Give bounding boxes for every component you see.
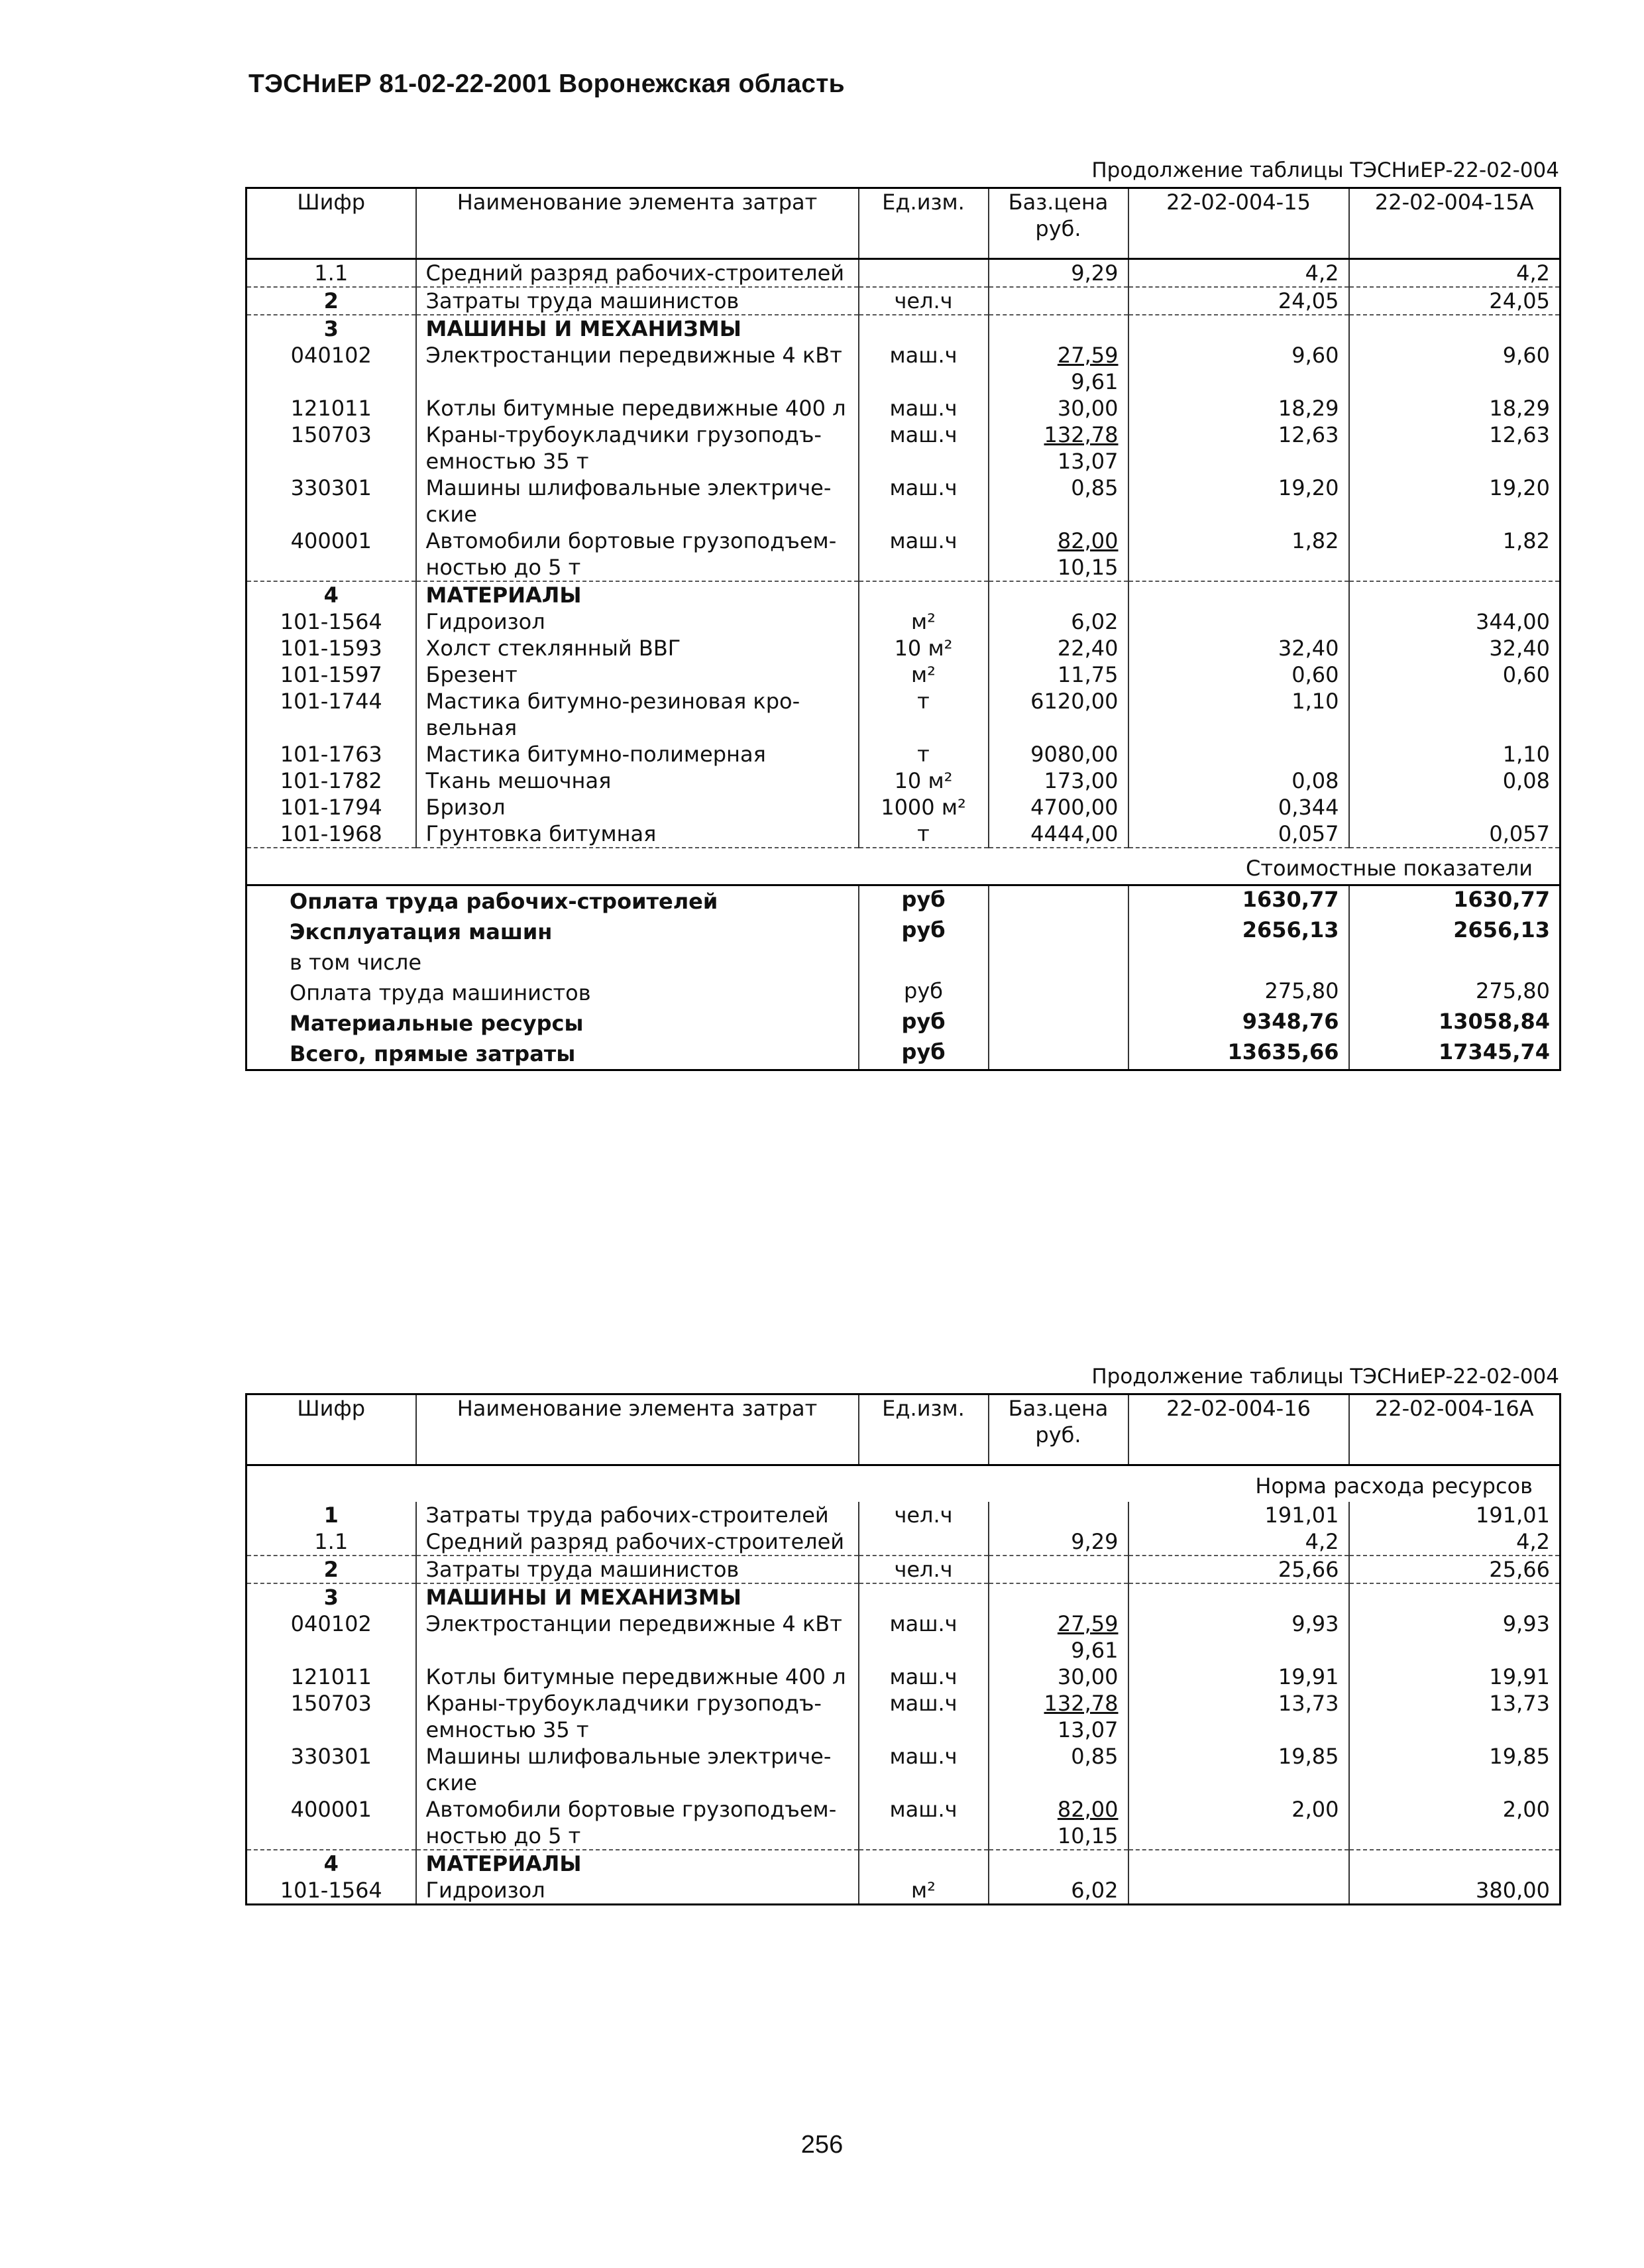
- row-unit: маш.ч: [859, 395, 989, 422]
- row-price-secondary: 10,15: [1057, 555, 1119, 580]
- row-value-2: 191,01: [1349, 1502, 1561, 1528]
- row-value-2: 13,73: [1349, 1690, 1561, 1743]
- table-row: [247, 1611, 1561, 1664]
- row-code: 1: [323, 1503, 339, 1528]
- row-value-2: 19,91: [1349, 1664, 1561, 1690]
- row-name: Холст стеклянный ВВГ: [416, 635, 859, 661]
- row-price-value: 9,29: [1071, 260, 1119, 286]
- row-unit: чел.ч: [859, 287, 989, 315]
- totals-unit: руб: [859, 917, 989, 947]
- row-price: [989, 422, 1128, 475]
- row-name: Грунтовка битумная: [416, 821, 859, 848]
- row-code: 101-1968: [280, 821, 382, 846]
- table-row: [247, 767, 1561, 794]
- col-header-v1: 22-02-004-15: [1128, 188, 1349, 259]
- row-name: Электростанции передвижные 4 кВт: [416, 1611, 859, 1664]
- row-name: Мастика битумно-полимерная: [416, 741, 859, 767]
- totals-unit: [859, 947, 989, 978]
- row-code: 4: [247, 581, 416, 608]
- row-value-2: 0,057: [1349, 821, 1561, 848]
- row-price: [989, 608, 1128, 635]
- row-name: Затраты труда машинистов: [416, 287, 859, 315]
- row-unit: маш.ч: [859, 475, 989, 528]
- row-code: 1.1: [314, 260, 349, 286]
- table-row: [247, 1690, 1561, 1743]
- row-price: [989, 1850, 1128, 1877]
- row-value-2: 25,66: [1349, 1556, 1561, 1583]
- col-header-code: Шифр: [247, 188, 416, 259]
- row-price: [989, 259, 1128, 288]
- row-value-2: 0,08: [1349, 767, 1561, 794]
- row-price: [989, 1796, 1128, 1850]
- row-value-1: [1128, 1583, 1349, 1611]
- totals-price-empty: [989, 917, 1128, 947]
- table-row: [247, 1796, 1561, 1850]
- row-price: [989, 688, 1128, 741]
- table1-caption: Продолжение таблицы ТЭСНиЕР-22-02-004: [1091, 158, 1559, 182]
- totals-value-1: [1128, 947, 1349, 978]
- row-price-value: 0,85: [1071, 1744, 1119, 1769]
- table-row: [247, 688, 1561, 741]
- row-value-1: 191,01: [1128, 1502, 1349, 1528]
- table-row: [247, 287, 1561, 315]
- row-value-2: [1349, 581, 1561, 608]
- row-price-secondary: 10,15: [1057, 1823, 1119, 1848]
- row-value-2: 1,82: [1349, 528, 1561, 581]
- row-price: [989, 581, 1128, 608]
- totals-value-1: 9348,76: [1128, 1008, 1349, 1039]
- table-row: [247, 422, 1561, 475]
- row-unit: м²: [859, 1877, 989, 1905]
- row-unit: маш.ч: [859, 1690, 989, 1743]
- row-price-value: 4444,00: [1030, 821, 1119, 846]
- row-price-value: 82,00: [1057, 528, 1119, 553]
- row-price: [989, 1877, 1128, 1905]
- row-price-value: 4700,00: [1030, 795, 1119, 820]
- row-name: Автомобили бортовые грузоподъем-ностью до 5 т: [416, 1796, 859, 1850]
- table-row: [247, 1743, 1561, 1796]
- row-value-1: [1128, 581, 1349, 608]
- row-price: [989, 1690, 1128, 1743]
- row-price-value: 11,75: [1057, 662, 1119, 687]
- table-row: [247, 1664, 1561, 1690]
- row-value-1: 19,91: [1128, 1664, 1349, 1690]
- table-row: [247, 1502, 1561, 1528]
- row-unit: 10 м²: [859, 767, 989, 794]
- row-name: Гидроизол: [416, 1877, 859, 1905]
- table-row: [247, 1583, 1561, 1611]
- row-code: 150703: [290, 1691, 372, 1716]
- totals-row: [247, 1008, 1561, 1039]
- totals-price-empty: [989, 1039, 1128, 1070]
- totals-row: [247, 917, 1561, 947]
- row-value-1: [1128, 741, 1349, 767]
- col-header-code: Шифр: [247, 1394, 416, 1465]
- row-price: [989, 1502, 1128, 1528]
- row-code: 3: [247, 1583, 416, 1611]
- row-value-1: 9,60: [1128, 342, 1349, 395]
- row-code: 101-1593: [280, 636, 382, 661]
- row-price-value: 173,00: [1044, 768, 1119, 793]
- row-price: [989, 1583, 1128, 1611]
- row-code: 121011: [290, 396, 372, 421]
- row-value-2: 19,85: [1349, 1743, 1561, 1796]
- row-price-value: 6,02: [1071, 609, 1119, 634]
- row-value-2: [1349, 1583, 1561, 1611]
- row-price-value: 6120,00: [1030, 689, 1119, 714]
- table-row: [247, 1850, 1561, 1877]
- totals-label: Оплата труда машинистов: [290, 980, 591, 1005]
- col-header-v2: 22-02-004-15А: [1349, 188, 1561, 259]
- totals-price-empty: [989, 978, 1128, 1008]
- col-header-name: Наименование элемента затрат: [416, 1394, 859, 1465]
- row-value-2: 344,00: [1349, 608, 1561, 635]
- table-row: [247, 528, 1561, 581]
- col-header-unit: Ед.изм.: [859, 1394, 989, 1465]
- row-price: [989, 794, 1128, 821]
- row-unit: [859, 1850, 989, 1877]
- totals-label: в том числе: [290, 950, 421, 975]
- row-name: Котлы битумные передвижные 400 л: [416, 1664, 859, 1690]
- table2: [245, 1393, 1561, 1905]
- totals-value-2: 1630,77: [1349, 885, 1561, 917]
- totals-label: Оплата труда рабочих-строителей: [247, 885, 859, 917]
- table-row: [247, 635, 1561, 661]
- row-unit: т: [859, 741, 989, 767]
- table-subheader-row: [247, 848, 1561, 885]
- row-price: [989, 635, 1128, 661]
- totals-price-empty: [989, 947, 1128, 978]
- row-value-1: 0,08: [1128, 767, 1349, 794]
- row-code: 101-1564: [280, 1878, 382, 1903]
- subheader-cost-indicators: Стоимостные показатели: [247, 848, 1561, 885]
- row-value-1: 24,05: [1128, 287, 1349, 315]
- row-name: Затраты труда рабочих-строителей: [416, 1502, 859, 1528]
- row-price-value: 30,00: [1057, 396, 1119, 421]
- row-value-1: 1,10: [1128, 688, 1349, 741]
- row-price: [989, 1743, 1128, 1796]
- row-name: МАШИНЫ И МЕХАНИЗМЫ: [416, 1583, 859, 1611]
- totals-unit: руб: [859, 1008, 989, 1039]
- row-code: 330301: [290, 1744, 372, 1769]
- row-value-2: [1349, 315, 1561, 342]
- table-row: [247, 741, 1561, 767]
- row-price-value: 27,59: [1057, 1611, 1119, 1636]
- row-value-1: 19,85: [1128, 1743, 1349, 1796]
- table-row: [247, 821, 1561, 848]
- table-row: [247, 794, 1561, 821]
- row-unit: 10 м²: [859, 635, 989, 661]
- row-name: Гидроизол: [416, 608, 859, 635]
- row-price-secondary: 9,61: [1071, 369, 1119, 394]
- totals-price-empty: [989, 1008, 1128, 1039]
- row-unit: маш.ч: [859, 1743, 989, 1796]
- row-name: Брезент: [416, 661, 859, 688]
- row-code: 330301: [290, 475, 372, 500]
- row-code: 1.1: [314, 1529, 349, 1554]
- row-value-2: 32,40: [1349, 635, 1561, 661]
- row-value-1: 4,2: [1128, 1528, 1349, 1556]
- row-value-2: 4,2: [1349, 259, 1561, 288]
- row-price-value: 22,40: [1057, 636, 1119, 661]
- table-header-row: [247, 1394, 1561, 1465]
- row-unit: [859, 581, 989, 608]
- row-value-1: [1128, 608, 1349, 635]
- totals-unit: руб: [859, 1039, 989, 1070]
- row-price: [989, 741, 1128, 767]
- table-row: [247, 661, 1561, 688]
- totals-value-1: 275,80: [1128, 978, 1349, 1008]
- row-value-1: [1128, 1850, 1349, 1877]
- row-price-value: 9080,00: [1030, 742, 1119, 767]
- row-value-1: 9,93: [1128, 1611, 1349, 1664]
- row-value-1: 0,057: [1128, 821, 1349, 848]
- row-price: [989, 287, 1128, 315]
- row-unit: м²: [859, 608, 989, 635]
- row-unit: 1000 м²: [859, 794, 989, 821]
- row-unit: маш.ч: [859, 1611, 989, 1664]
- row-value-1: 13,73: [1128, 1690, 1349, 1743]
- row-name: Затраты труда машинистов: [416, 1556, 859, 1583]
- totals-unit: руб: [859, 978, 989, 1008]
- row-price: [989, 1528, 1128, 1556]
- row-price: [989, 395, 1128, 422]
- row-code: 101-1564: [280, 609, 382, 634]
- row-code: 121011: [290, 1664, 372, 1689]
- document-header: ТЭСНиЕР 81-02-22-2001 Воронежская область: [248, 70, 845, 98]
- row-value-1: 0,344: [1128, 794, 1349, 821]
- row-name: Средний разряд рабочих-строителей: [416, 259, 859, 288]
- row-code: 040102: [290, 1611, 372, 1636]
- row-value-2: 380,00: [1349, 1877, 1561, 1905]
- row-value-1: 25,66: [1128, 1556, 1349, 1583]
- row-value-2: 1,10: [1349, 741, 1561, 767]
- row-name: Мастика битумно-резиновая кро-вельная: [416, 688, 859, 741]
- row-code: 4: [247, 1850, 416, 1877]
- table-subheader-row: [247, 1465, 1561, 1503]
- row-unit: маш.ч: [859, 422, 989, 475]
- row-name: МАТЕРИАЛЫ: [416, 581, 859, 608]
- totals-row: [247, 885, 1561, 917]
- row-value-2: 2,00: [1349, 1796, 1561, 1850]
- row-name: Ткань мешочная: [416, 767, 859, 794]
- row-name: Автомобили бортовые грузоподъем-ностью до 5 т: [416, 528, 859, 581]
- row-code: 101-1597: [280, 662, 382, 687]
- totals-label: Эксплуатация машин: [290, 919, 553, 944]
- row-price-value: 0,85: [1071, 475, 1119, 500]
- row-unit: т: [859, 688, 989, 741]
- table-row: [247, 1877, 1561, 1905]
- row-price: [989, 767, 1128, 794]
- col-header-v2: 22-02-004-16А: [1349, 1394, 1561, 1465]
- row-unit: [859, 315, 989, 342]
- row-value-2: 4,2: [1349, 1528, 1561, 1556]
- totals-row: [247, 978, 1561, 1008]
- table-row: [247, 395, 1561, 422]
- row-code: 150703: [290, 422, 372, 447]
- row-price: [989, 1556, 1128, 1583]
- row-code: 040102: [290, 343, 372, 368]
- row-price-value: 9,29: [1071, 1529, 1119, 1554]
- row-price-value: 82,00: [1057, 1797, 1119, 1822]
- table-row: [247, 1528, 1561, 1556]
- totals-row: [247, 947, 1561, 978]
- totals-value-2: 17345,74: [1349, 1039, 1561, 1070]
- row-value-2: [1349, 1850, 1561, 1877]
- row-value-2: 0,60: [1349, 661, 1561, 688]
- row-name: МАШИНЫ И МЕХАНИЗМЫ: [416, 315, 859, 342]
- row-value-2: 9,93: [1349, 1611, 1561, 1664]
- row-unit: маш.ч: [859, 528, 989, 581]
- row-unit: чел.ч: [859, 1502, 989, 1528]
- row-price-value: 27,59: [1057, 343, 1119, 368]
- row-value-1: 2,00: [1128, 1796, 1349, 1850]
- row-price: [989, 821, 1128, 848]
- totals-value-2: 2656,13: [1349, 917, 1561, 947]
- totals-value-1: 13635,66: [1128, 1039, 1349, 1070]
- row-value-1: [1128, 315, 1349, 342]
- row-name: Краны-трубоукладчики грузоподъ-емностью 35 т: [416, 1690, 859, 1743]
- table-row: [247, 1556, 1561, 1583]
- table-row: [247, 342, 1561, 395]
- row-code: 2: [247, 1556, 416, 1583]
- totals-price-empty: [989, 885, 1128, 917]
- row-code: 400001: [290, 1797, 372, 1822]
- row-name: МАТЕРИАЛЫ: [416, 1850, 859, 1877]
- table-row: [247, 315, 1561, 342]
- row-price: [989, 342, 1128, 395]
- totals-value-2: [1349, 947, 1561, 978]
- totals-value-2: 13058,84: [1349, 1008, 1561, 1039]
- row-value-2: 9,60: [1349, 342, 1561, 395]
- row-price-secondary: 13,07: [1057, 1717, 1119, 1742]
- row-unit: [859, 1583, 989, 1611]
- row-code: 101-1744: [280, 689, 382, 714]
- table1: [245, 187, 1561, 1071]
- table-row: [247, 259, 1561, 288]
- row-name: Электростанции передвижные 4 кВт: [416, 342, 859, 395]
- row-value-1: 18,29: [1128, 395, 1349, 422]
- row-value-1: [1128, 1877, 1349, 1905]
- row-code: 3: [247, 315, 416, 342]
- row-price: [989, 528, 1128, 581]
- row-value-2: 19,20: [1349, 475, 1561, 528]
- row-unit: чел.ч: [859, 1556, 989, 1583]
- row-code: 101-1782: [280, 768, 382, 793]
- row-price: [989, 1611, 1128, 1664]
- row-price-secondary: 13,07: [1057, 449, 1119, 474]
- row-value-1: 0,60: [1128, 661, 1349, 688]
- row-code: 101-1794: [280, 795, 382, 820]
- row-price: [989, 315, 1128, 342]
- totals-unit: руб: [859, 885, 989, 917]
- col-header-unit: Ед.изм.: [859, 188, 989, 259]
- page-number: 256: [800, 2131, 844, 2159]
- row-value-2: 18,29: [1349, 395, 1561, 422]
- col-header-price: Баз.цена руб.: [989, 188, 1128, 259]
- row-price: [989, 661, 1128, 688]
- row-value-1: 32,40: [1128, 635, 1349, 661]
- row-price-secondary: 9,61: [1071, 1638, 1119, 1663]
- totals-label: Материальные ресурсы: [290, 1011, 584, 1036]
- totals-value-2: 275,80: [1349, 978, 1561, 1008]
- col-header-price: Баз.цена руб.: [989, 1394, 1128, 1465]
- row-price: [989, 475, 1128, 528]
- row-price: [989, 1664, 1128, 1690]
- col-header-name: Наименование элемента затрат: [416, 188, 859, 259]
- row-code: 400001: [290, 528, 372, 553]
- table-row: [247, 581, 1561, 608]
- row-name: Машины шлифовальные электриче-ские: [416, 1743, 859, 1796]
- row-value-2: 24,05: [1349, 287, 1561, 315]
- row-price-value: 6,02: [1071, 1878, 1119, 1903]
- row-code: 2: [247, 287, 416, 315]
- row-price-value: 30,00: [1057, 1664, 1119, 1689]
- row-value-2: [1349, 794, 1561, 821]
- row-value-2: [1349, 688, 1561, 741]
- table-row: [247, 608, 1561, 635]
- row-name: Бризол: [416, 794, 859, 821]
- table-header-row: [247, 188, 1561, 259]
- row-name: Машины шлифовальные электриче-ские: [416, 475, 859, 528]
- totals-value-1: 2656,13: [1128, 917, 1349, 947]
- row-name: Краны-трубоукладчики грузоподъ-емностью 35 т: [416, 422, 859, 475]
- row-unit: т: [859, 821, 989, 848]
- row-price-value: 132,78: [1044, 1691, 1119, 1716]
- totals-value-1: 1630,77: [1128, 885, 1349, 917]
- row-unit: маш.ч: [859, 342, 989, 395]
- row-value-1: 12,63: [1128, 422, 1349, 475]
- row-unit: [859, 1528, 989, 1556]
- subheader-resource-norms: Норма расхода ресурсов: [1255, 1473, 1533, 1499]
- row-unit: [859, 259, 989, 288]
- row-price-value: 132,78: [1044, 422, 1119, 447]
- row-name: Котлы битумные передвижные 400 л: [416, 395, 859, 422]
- table-row: [247, 475, 1561, 528]
- totals-label: Всего, прямые затраты: [290, 1041, 576, 1066]
- col-header-v1: 22-02-004-16: [1128, 1394, 1349, 1465]
- row-name: Средний разряд рабочих-строителей: [416, 1528, 859, 1556]
- row-value-2: 12,63: [1349, 422, 1561, 475]
- row-value-1: 1,82: [1128, 528, 1349, 581]
- row-unit: м²: [859, 661, 989, 688]
- row-unit: маш.ч: [859, 1796, 989, 1850]
- row-code: 101-1763: [280, 742, 382, 767]
- table2-caption: Продолжение таблицы ТЭСНиЕР-22-02-004: [1091, 1365, 1559, 1389]
- totals-row: [247, 1039, 1561, 1070]
- row-unit: маш.ч: [859, 1664, 989, 1690]
- row-value-1: 4,2: [1128, 259, 1349, 288]
- row-value-1: 19,20: [1128, 475, 1349, 528]
